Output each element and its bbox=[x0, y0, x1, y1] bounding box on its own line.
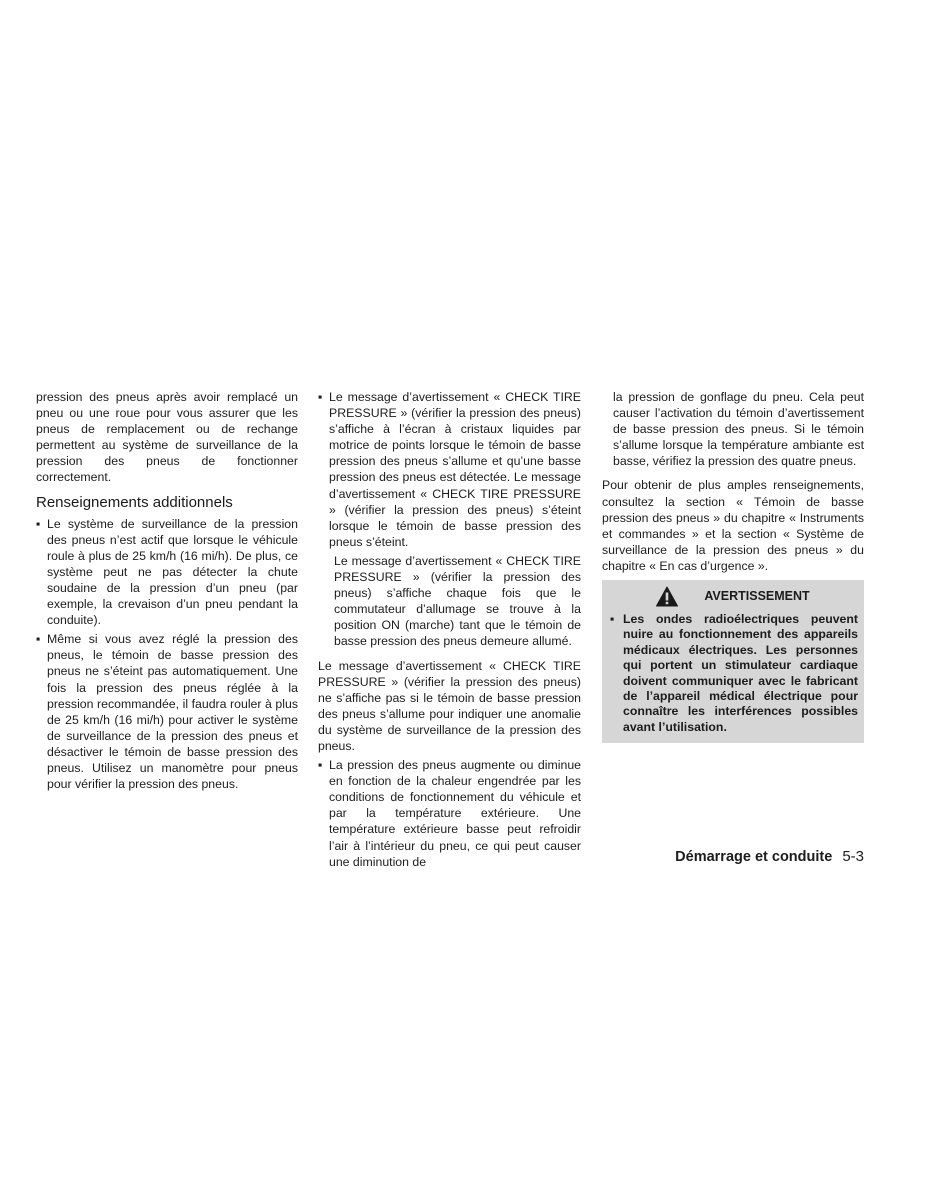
bullet-icon: ▪ bbox=[318, 390, 323, 404]
list-item-continuation: la pression de gonflage du pneu. Cela peut causer l’activation du témoin d’avertissement de basse pression des pneus. Si le témoin s’allume lorsque la température ambiante est basse, vérifiez la pression des quatre pneus. bbox=[613, 390, 864, 469]
list-item-continuation: Le message d’avertissement « CHECK TIRE PRESSURE » (vérifier la pression des pneus) s’affiche chaque fois que le commutateur d’allumage se trouve à la position ON (marche) tant que le témoin de basse pression des pneus demeure allumé. bbox=[334, 553, 581, 649]
body-paragraph: Pour obtenir de plus amples renseignements, consultez la section « Témoin de basse pression des pneus » du chapitre « Instruments et commandes » et la section « Système de surveillance de la pression des pneus » du chapitre « En cas d’urgence ». bbox=[602, 478, 864, 573]
page-number: 5-3 bbox=[842, 848, 864, 865]
warning-item bbox=[608, 612, 858, 735]
bullet-icon: ▪ bbox=[36, 516, 41, 531]
warning-title: AVERTISSEMENT bbox=[704, 588, 810, 603]
section-heading: Renseignements additionnels bbox=[36, 493, 233, 511]
list-item bbox=[318, 389, 581, 550]
list-item-text: La pression des pneus augmente ou diminue en fonction de la chaleur engendrée par les conditions de fonctionnement du véhicule et par la température extérieure. Une température extérieure basse peut refroidir l’air à l’intérieur du pneu, ce qui peut causer une diminution de bbox=[329, 758, 581, 869]
list-item-text: Le message d’avertissement « CHECK TIRE PRESSURE » (vérifier la pression des pneus) s’affiche à l’écran à cristaux liquides par motrice de points lorsque le témoin de basse pression des pneus s’allume et qu’une basse pression des pneus est détectée. Le message d’avertissement « CHECK TIRE PRESSURE » (vérifier la pression des pneus) s’éteint lorsque le témoin de basse pression des pneus s’éteint. bbox=[329, 390, 581, 549]
page-footer bbox=[675, 848, 864, 865]
intro-paragraph: pression des pneus après avoir remplacé un pneu ou une roue pour vous assurer que les pneus de remplacement ou de rechange permettent au système de surveillance de la pression des pneus de fonctionner correctement. bbox=[36, 390, 298, 485]
list-item bbox=[36, 631, 298, 792]
warning-text: Les ondes radioélectriques peuvent nuire au fonctionnement des appareils médicaux électriques. Les personnes qui portent un stimulateur cardiaque doivent communiquer avec le fabricant de l’appareil médical électrique pour connaître les interférences possibles avant l’utilisation. bbox=[623, 612, 858, 734]
bullet-icon: ▪ bbox=[36, 632, 41, 647]
column-right bbox=[602, 389, 864, 743]
list-item bbox=[318, 757, 581, 870]
list-item-text: Le système de surveillance de la pression des pneus n’est actif que lorsque le véhicule roule à plus de 25 km/h (16 mi/h). De plus, ce système peut ne pas détecter la chute soudaine de la pression d’un pneu (par exemple, la crevaison d’un pneu pendant la conduite). bbox=[47, 516, 298, 628]
column-middle bbox=[318, 389, 581, 873]
footer-section-title: Démarrage et conduite bbox=[675, 849, 833, 865]
warning-box bbox=[602, 580, 864, 743]
bullet-icon: ▪ bbox=[610, 612, 615, 627]
list-item bbox=[36, 516, 298, 629]
bullet-icon: ▪ bbox=[318, 758, 323, 773]
column-left bbox=[36, 389, 298, 795]
warning-header bbox=[608, 580, 858, 612]
list-item-text: Même si vous avez réglé la pression des pneus, le témoin de basse pression des pneus ne s’éteint pas automatiquement. Une fois la pression des pneus réglée à la pression recommandée, il faudra rouler à plus de 25 km/h (16 mi/h) pour activer le système de surveillance de la pression des pneus et désactiver le témoin de basse pression des pneus. Utilisez un manomètre pour pneus pour vérifier la pression des pneus. bbox=[47, 632, 298, 792]
warning-triangle-icon bbox=[656, 586, 678, 607]
body-paragraph: Le message d’avertissement « CHECK TIRE PRESSURE » (vérifier la pression des pneus) ne s’affiche pas si le témoin de basse pression des pneus s’allume pour indiquer une anomalie du système de surveillance de la pression des pneus. bbox=[318, 658, 581, 753]
